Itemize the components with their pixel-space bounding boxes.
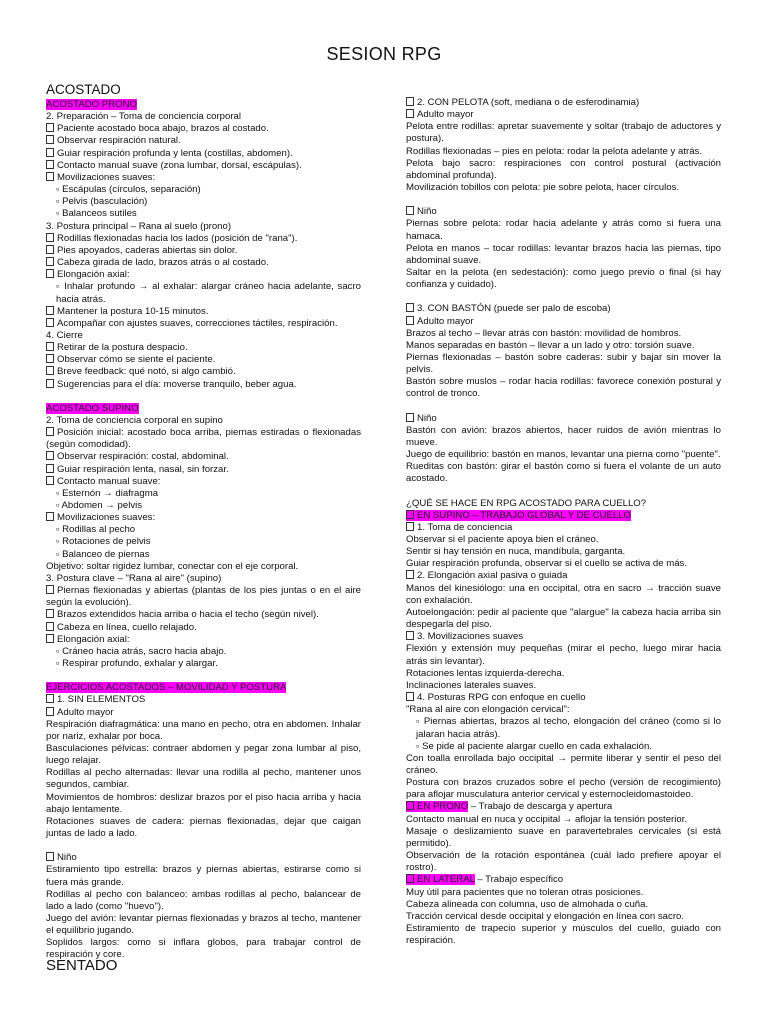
checkbox-icon — [46, 233, 54, 242]
text-line: Observar si el paciente apoya bien el cráneo. — [406, 534, 599, 545]
header-subtext: – Trabajo de descarga y apertura — [468, 801, 613, 813]
checkbox-icon — [46, 366, 54, 375]
text-line: 2. Elongación axial pasiva o guiada — [417, 570, 568, 582]
bullet-line: ▫ Escápulas (círculos, separación) — [56, 184, 201, 196]
checkbox-icon — [406, 522, 414, 531]
checkbox-icon — [406, 109, 414, 118]
checkbox-icon — [46, 123, 54, 132]
checkbox-line — [46, 366, 361, 378]
highlight-text: EN LATERAL — [417, 874, 475, 886]
checkbox-icon — [46, 379, 54, 388]
checkbox-line — [46, 427, 361, 451]
checkbox-line — [46, 148, 361, 160]
text-line: 3. Movilizaciones suaves — [417, 631, 524, 643]
highlight-header — [406, 874, 475, 885]
header-en-prono — [406, 801, 721, 813]
text-line: Breve feedback: qué notó, si algo cambió. — [57, 366, 236, 378]
text-line: Cabeza alineada con columna, uso de almohada o cuña. — [406, 898, 649, 910]
text-line: Estiramiento tipo estrella: brazos y piernas abiertas, estirarse como si fuera más grande. — [46, 864, 361, 888]
text-line: Piernas flexionadas y abiertas (plantas de los pies juntas o en el aire según la evolución). — [46, 585, 361, 609]
text-line: Observación de la rotación espontánea (cuál lado prefiere apoyar el rostro). — [406, 850, 721, 874]
checkbox-icon — [46, 694, 54, 703]
highlight-text: EN SUPINO – TRABAJO GLOBAL Y DE CUELLO — [417, 509, 631, 521]
checkbox-icon — [406, 801, 414, 810]
text-line: Mantener la postura 10-15 minutos. — [57, 305, 209, 317]
checkbox-line — [46, 123, 361, 135]
checkbox-line — [46, 585, 361, 609]
checkbox-line — [46, 257, 361, 269]
checkbox-icon — [406, 303, 414, 312]
checkbox-icon — [406, 316, 414, 325]
text-line: Con toalla enrollada bajo occipital → permite liberar y sentir el peso del cráneo. — [406, 752, 721, 776]
text-line: Basculaciones pélvicas: contraer abdomen y pegar zona lumbar al piso, luego relajar. — [46, 742, 361, 767]
checkbox-icon — [46, 148, 54, 157]
highlight-header — [406, 510, 631, 521]
highlight-header: ACOSTADO SUPINO — [46, 402, 139, 414]
checkbox-line — [406, 692, 721, 704]
checkbox-line — [46, 233, 361, 245]
text-line: Juego del avión: levantar piernas flexionadas y brazos al techo, mantener el equilibrio jugando. — [46, 913, 361, 937]
text-line: Juego de equilibrio: bastón en manos, levantar una pierna como "puente". — [406, 449, 721, 461]
checkbox-line — [46, 379, 361, 391]
header-acostado-supino — [46, 403, 361, 415]
text-line: 1. Toma de conciencia — [417, 521, 513, 533]
highlight-header: ACOSTADO PRONO — [46, 99, 137, 110]
header-en-lateral — [406, 874, 721, 886]
text-line: Movilización tobillos con pelota: pie sobre pelota, hacer círculos. — [406, 182, 680, 194]
text-line: Observar respiración natural. — [57, 135, 181, 147]
checkbox-icon — [46, 269, 54, 278]
checkbox-line — [406, 316, 721, 328]
text-line: Brazos al techo – llevar atrás con bastón: movilidad de hombros. — [406, 327, 682, 339]
text-line: Postura con brazos cruzados sobre el pecho (versión de recogimiento) para aflojar musculatura anterior cervical y esternocleidomastoideo. — [406, 777, 721, 801]
checkbox-icon — [46, 707, 54, 716]
bullet-line: ▫ Rodillas al pecho — [56, 524, 136, 536]
text-line: Posición inicial: acostado boca arriba, piernas estiradas o flexionadas (según comodidad). — [46, 427, 361, 451]
checkbox-line — [46, 634, 361, 646]
text-line: Estiramiento de trapecio superior y músculos del cuello, guiado con respiración. — [406, 923, 721, 947]
text-line: Retirar de la postura despacio. — [57, 342, 188, 354]
text-line: Contacto manual en nuca y occipital → aflojar la tensión posterior. — [406, 813, 688, 825]
checkbox-line — [46, 512, 361, 524]
checkbox-line — [46, 306, 361, 318]
text-line: Muy útil para pacientes que no toleran otras posiciones. — [406, 886, 644, 898]
text-line: 3. Postura principal – Rana al suelo (prono) — [46, 220, 232, 232]
bullet-line: ▫ Balanceos sutiles — [56, 208, 137, 220]
text-line: Rodillas al pecho con balanceo: ambas rodillas al pecho, balancear de lado a lado (como "huevo"). — [46, 888, 361, 912]
bullet-line: ▫ Pelvis (basculación) — [56, 196, 148, 208]
checkbox-icon — [46, 135, 54, 144]
checkbox-icon — [46, 160, 54, 169]
text-line: Adulto mayor — [417, 315, 474, 327]
checkbox-icon — [46, 354, 54, 363]
checkbox-line — [46, 245, 361, 257]
checkbox-line — [46, 172, 361, 184]
text-line: Bastón sobre muslos – rodar hacia rodillas: favorece conexión postural y control de tronco. — [406, 376, 721, 400]
checkbox-line — [46, 269, 361, 281]
bullet-line: ▫ Balanceo de piernas — [56, 548, 150, 560]
text-line: "Rana al aire con elongación cervical": — [406, 704, 570, 716]
text-line: 3. CON BASTÓN (puede ser palo de escoba) — [417, 303, 611, 315]
text-line: Observar respiración: costal, abdominal. — [57, 451, 229, 463]
checkbox-icon — [46, 427, 54, 436]
checkbox-line — [46, 694, 361, 706]
text-line: Sugerencias para el día: moverse tranquilo, beber agua. — [57, 378, 297, 390]
text-line: Contacto manual suave: — [57, 475, 161, 487]
checkbox-icon — [46, 257, 54, 266]
checkbox-icon — [406, 692, 414, 701]
checkbox-icon — [46, 622, 54, 631]
text-line: 4. Cierre — [46, 329, 83, 341]
page-title: SESION RPG — [326, 44, 442, 64]
checkbox-line — [46, 852, 361, 864]
checkbox-line — [406, 206, 721, 218]
highlight-text: EN PRONO — [417, 801, 469, 813]
highlight-header: EJERCICIOS ACOSTADOS – MOVILIDAD Y POSTURA — [46, 682, 287, 694]
text-line: Pelota en manos – tocar rodillas: levantar brazos hacia las piernas, tipo abdominal suave. — [406, 242, 721, 266]
text-line: Rueditas con bastón: girar el bastón como si fuera el volante de un auto acostado. — [406, 461, 721, 485]
text-line: Rotaciones suaves de cadera: piernas flexionadas, dejar que caigan juntas de lado a lado. — [46, 815, 361, 840]
checkbox-line — [406, 97, 721, 109]
text-line: Manos del kinesiólogo: una en occipital, otra en sacro → tracción suave con exhalación. — [406, 582, 721, 606]
bullet-line: ▫ Respirar profundo, exhalar y alargar. — [56, 658, 218, 670]
text-line: Rodillas flexionadas hacia los lados (posición de "rana"). — [57, 232, 298, 244]
text-line: Observar cómo se siente el paciente. — [57, 354, 216, 366]
checkbox-icon — [406, 97, 414, 106]
section-title-sentado: SENTADO — [46, 957, 118, 974]
text-line: Piernas sobre pelota: rodar hacia adelante y atrás como si fuera una hamaca. — [406, 218, 721, 242]
bullet-line: ▫ Cráneo hacia atrás, sacro hacia abajo. — [56, 645, 227, 657]
text-line: Cabeza girada de lado, brazos atrás o al costado. — [57, 257, 269, 269]
checkbox-line — [406, 522, 721, 534]
checkbox-line — [46, 609, 361, 621]
text-line: Manos separadas en bastón – llevar a un lado y otro: torsión suave. — [406, 339, 695, 351]
section-title-acostado: ACOSTADO — [46, 82, 121, 97]
text-line: 4. Posturas RPG con enfoque en cuello — [417, 692, 586, 704]
checkbox-icon — [406, 631, 414, 640]
text-line: Masaje o deslizamiento suave en paravertebrales cervicales (si está permitido). — [406, 825, 721, 849]
header-en-supino — [406, 510, 721, 522]
header-acostado-prono — [46, 99, 361, 111]
text-line: Guiar respiración profunda y lenta (costillas, abdomen). — [57, 147, 293, 159]
text-line: Inclinaciones laterales suaves. — [406, 679, 537, 691]
checkbox-line — [46, 707, 361, 719]
bullet-line: ▫ Abdomen → pelvis — [56, 500, 143, 511]
left-column — [46, 82, 361, 962]
text-line: 3. Postura clave – "Rana al aire" (supino) — [46, 572, 222, 584]
text-line: Soplidos largos: como si inflara globos, para trabajar control de respiración y core. — [46, 937, 361, 961]
checkbox-icon — [46, 306, 54, 315]
text-line: Acompañar con ajustes suaves, correcciones táctiles, respiración. — [57, 317, 338, 329]
bullet-line: ▫ Se pide al paciente alargar cuello en cada exhalación. — [416, 740, 652, 752]
checkbox-line — [406, 631, 721, 643]
text-line: Rodillas flexionadas – pies en pelota: rodar la pelota adelante y atrás. — [406, 145, 702, 157]
text-line: Niño — [417, 412, 437, 424]
checkbox-icon — [46, 585, 54, 594]
text-line: Tracción cervical desde occipital y elongación en línea con sacro. — [406, 910, 685, 922]
checkbox-icon — [46, 318, 54, 327]
text-line: Movilizaciones suaves: — [57, 512, 156, 524]
checkbox-icon — [406, 874, 414, 883]
checkbox-line — [46, 476, 361, 488]
text-line: Adulto mayor — [417, 109, 474, 121]
text-line: Piernas flexionadas – bastón sobre caderas: subir y bajar sin mover la pelvis. — [406, 351, 721, 376]
text-line: Guiar respiración profunda, observar si el cuello se activa de más. — [406, 558, 688, 570]
text-line: Contacto manual suave (zona lumbar, dorsal, escápulas). — [57, 159, 302, 171]
text-line: Pelota entre rodillas: apretar suavemente y soltar (trabajo de aductores y postura). — [406, 121, 721, 145]
question-heading: ¿QUÉ SE HACE EN RPG ACOSTADO PARA CUELLO? — [406, 497, 647, 509]
checkbox-line — [46, 342, 361, 354]
checkbox-icon — [46, 451, 54, 460]
text-line: Movimientos de hombros: deslizar brazos por el piso hacia arriba y hacia abajo lentamente. — [46, 791, 361, 815]
text-line: 2. CON PELOTA (soft, mediana o de esferodinamia) — [417, 97, 640, 108]
text-line: Respiración diafragmática: una mano en pecho, otra en abdomen. Inhalar por nariz, exhalar por boca. — [46, 718, 361, 742]
text-line: Rotaciones lentas izquierda-derecha. — [406, 667, 565, 679]
text-line: Autoelongación: pedir al paciente que "alargue" la cabeza hacia arriba sin despegarla del piso. — [406, 606, 721, 631]
checkbox-icon — [46, 464, 54, 473]
text-line: Pelota bajo sacro: respiraciones con control postural (activación abdominal profunda). — [406, 157, 721, 181]
checkbox-line — [46, 354, 361, 366]
text-line: Objetivo: soltar rigidez lumbar, conectar con el eje corporal. — [46, 560, 299, 572]
right-column — [406, 97, 721, 947]
text-line: Bastón con avión: brazos abiertos, hacer ruidos de avión mientras lo mueve. — [406, 424, 721, 448]
header-subtext: – Trabajo específico — [474, 874, 564, 886]
header-ejercicios-acostados — [46, 682, 361, 694]
checkbox-icon — [46, 609, 54, 618]
checkbox-icon — [406, 413, 414, 422]
checkbox-icon — [46, 476, 54, 485]
text-line: 1. SIN ELEMENTOS — [57, 694, 146, 706]
text-line: Paciente acostado boca abajo, brazos al costado. — [57, 123, 269, 135]
text-line: Rodillas al pecho alternadas: llevar una rodilla al pecho, mantener unos segundos, cambiar. — [46, 767, 361, 791]
checkbox-icon — [46, 852, 54, 861]
checkbox-line — [406, 109, 721, 121]
checkbox-line — [46, 622, 361, 634]
checkbox-icon — [406, 570, 414, 579]
checkbox-icon — [406, 510, 414, 519]
text-line: Adulto mayor — [57, 706, 114, 718]
text-line: Flexión y extensión muy pequeñas (mirar el pecho, luego mirar hacia atrás sin levantar). — [406, 643, 721, 667]
text-line: 2. Toma de conciencia corporal en supino — [46, 414, 223, 426]
text-line: Elongación axial: — [57, 269, 130, 281]
text-line: Brazos extendidos hacia arriba o hacia el techo (según nivel). — [57, 609, 319, 621]
text-line: Movilizaciones suaves: — [57, 171, 156, 183]
checkbox-line — [406, 303, 721, 315]
text-line: 2. Preparación – Toma de conciencia corporal — [46, 111, 242, 123]
checkbox-line — [46, 451, 361, 463]
text-line: Niño — [417, 206, 437, 218]
bullet-line: ▫ Esternón → diafragma — [56, 487, 159, 499]
checkbox-icon — [46, 245, 54, 254]
checkbox-line — [406, 570, 721, 582]
text-line: Saltar en la pelota (en sedestación): como juego previo o final (si hay confianza y cuidado). — [406, 267, 721, 291]
text-line: Guiar respiración lenta, nasal, sin forzar. — [57, 463, 229, 475]
checkbox-line — [406, 413, 721, 425]
text-line: Niño — [57, 852, 77, 864]
checkbox-icon — [46, 172, 54, 181]
checkbox-icon — [46, 342, 54, 351]
text-line: Elongación axial: — [57, 633, 130, 645]
checkbox-icon — [406, 206, 414, 215]
highlight-header — [406, 801, 468, 812]
bullet-line: ▫ Rotaciones de pelvis — [56, 536, 151, 548]
checkbox-line — [46, 160, 361, 172]
text-line: Sentir si hay tensión en nuca, mandíbula, garganta. — [406, 546, 626, 558]
bullet-line: ▫ Piernas abiertas, brazos al techo, elongación del cráneo (como si lo jalaran hacia atrás). — [416, 716, 721, 740]
checkbox-icon — [46, 512, 54, 521]
checkbox-line — [46, 318, 361, 330]
bullet-line: ▫ Inhalar profundo → al exhalar: alargar cráneo hacia adelante, sacro hacia atrás. — [56, 281, 361, 305]
checkbox-line — [46, 464, 361, 476]
text-line: Cabeza en línea, cuello relajado. — [57, 621, 197, 633]
checkbox-icon — [46, 634, 54, 643]
text-line: Pies apoyados, caderas abiertas sin dolor. — [57, 244, 238, 256]
checkbox-line — [46, 135, 361, 147]
